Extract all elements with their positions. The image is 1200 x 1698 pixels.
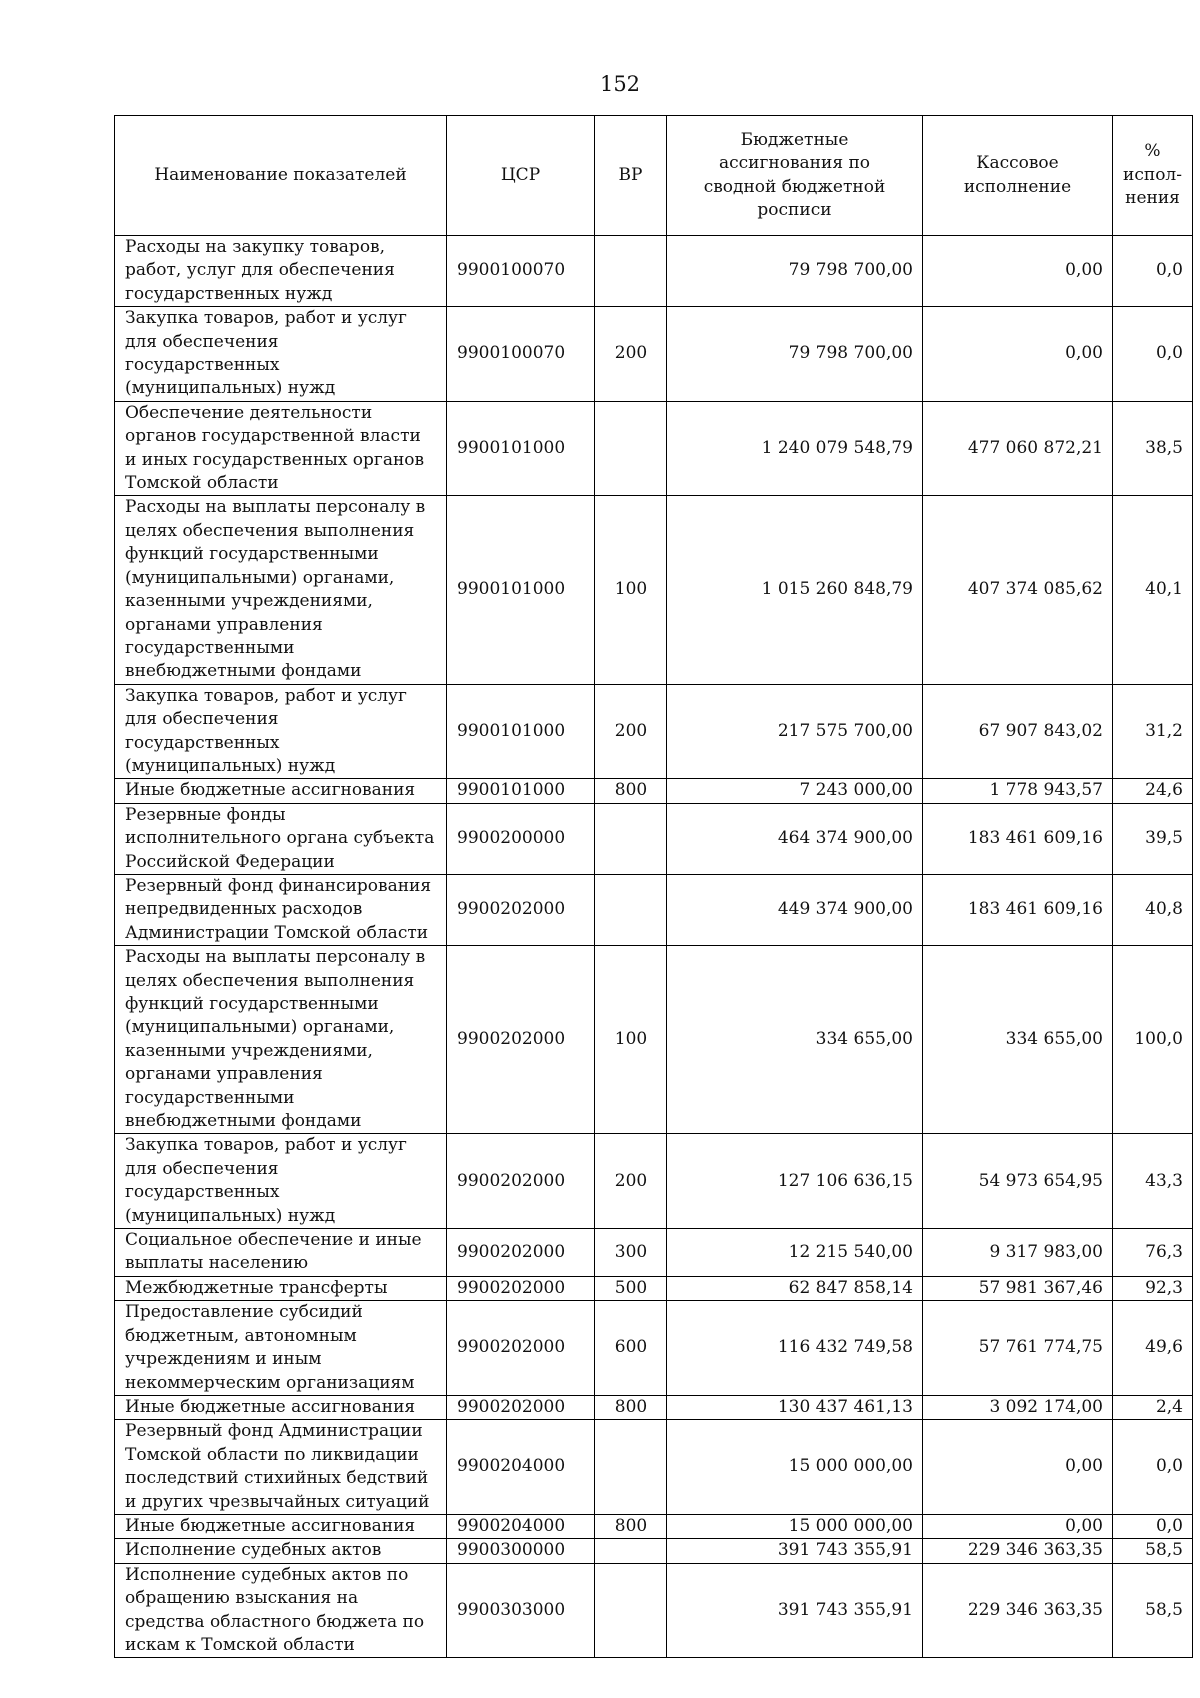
row-allocation-cell: 62 847 858,14: [667, 1276, 923, 1300]
row-execution-cell: 57 761 774,75: [923, 1301, 1113, 1396]
row-csr-cell: 9900101000: [447, 779, 595, 803]
row-vr-cell: [595, 401, 667, 496]
row-vr-cell: 100: [595, 496, 667, 684]
row-allocation-cell: 1 015 260 848,79: [667, 496, 923, 684]
row-percent-cell: 24,6: [1113, 779, 1193, 803]
row-csr-cell: 9900303000: [447, 1563, 595, 1658]
row-percent-cell: 100,0: [1113, 946, 1193, 1134]
row-name-cell: Резервный фонд Администрации Томской области по ликвидации последствий стихийных бедствий и других чрезвычайных ситуаций: [115, 1420, 447, 1515]
row-vr-cell: 300: [595, 1229, 667, 1277]
row-allocation-cell: 1 240 079 548,79: [667, 401, 923, 496]
row-allocation-cell: 130 437 461,13: [667, 1395, 923, 1419]
table-row: [115, 946, 1193, 1134]
row-name-cell: Предоставление субсидий бюджетным, автономным учреждениям и иным некоммерческим организациям: [115, 1301, 447, 1396]
row-vr-cell: 800: [595, 1514, 667, 1538]
row-csr-cell: 9900200000: [447, 803, 595, 874]
row-name-cell: Обеспечение деятельности органов государственной власти и иных государственных органов Томской области: [115, 401, 447, 496]
row-csr-cell: 9900101000: [447, 496, 595, 684]
row-vr-cell: 200: [595, 307, 667, 402]
row-csr-cell: 9900100070: [447, 307, 595, 402]
page-number: 152: [599, 72, 641, 96]
row-execution-cell: 229 346 363,35: [923, 1563, 1113, 1658]
row-percent-cell: 2,4: [1113, 1395, 1193, 1419]
row-name-cell: Резервные фонды исполнительного органа субъекта Российской Федерации: [115, 803, 447, 874]
table-row: [115, 1539, 1193, 1563]
row-allocation-cell: 334 655,00: [667, 946, 923, 1134]
row-vr-cell: 800: [595, 779, 667, 803]
row-allocation-cell: 127 106 636,15: [667, 1134, 923, 1229]
row-vr-cell: 500: [595, 1276, 667, 1300]
header-indicator-name: Наименование показателей: [115, 116, 447, 236]
row-execution-cell: 229 346 363,35: [923, 1539, 1113, 1563]
table-row: [115, 779, 1193, 803]
row-execution-cell: 0,00: [923, 1420, 1113, 1515]
row-execution-cell: 477 060 872,21: [923, 401, 1113, 496]
row-vr-cell: 100: [595, 946, 667, 1134]
row-execution-cell: 1 778 943,57: [923, 779, 1113, 803]
row-percent-cell: 39,5: [1113, 803, 1193, 874]
row-execution-cell: 334 655,00: [923, 946, 1113, 1134]
row-csr-cell: 9900202000: [447, 1301, 595, 1396]
header-vr: ВР: [595, 116, 667, 236]
row-execution-cell: 9 317 983,00: [923, 1229, 1113, 1277]
row-vr-cell: 200: [595, 1134, 667, 1229]
table-row: [115, 1229, 1193, 1277]
row-name-cell: Закупка товаров, работ и услуг для обеспечения государственных (муниципальных) нужд: [115, 307, 447, 402]
row-vr-cell: 600: [595, 1301, 667, 1396]
row-csr-cell: 9900300000: [447, 1539, 595, 1563]
budget-execution-table: [114, 115, 1193, 1658]
row-name-cell: Закупка товаров, работ и услуг для обеспечения государственных (муниципальных) нужд: [115, 684, 447, 779]
row-name-cell: Резервный фонд финансирования непредвиденных расходов Администрации Томской области: [115, 874, 447, 945]
row-csr-cell: 9900100070: [447, 236, 595, 307]
row-csr-cell: 9900101000: [447, 401, 595, 496]
row-vr-cell: [595, 803, 667, 874]
table-row: [115, 496, 1193, 684]
table-row: [115, 874, 1193, 945]
row-percent-cell: 31,2: [1113, 684, 1193, 779]
table-row: [115, 1420, 1193, 1515]
header-cash-execution: Кассовое исполнение: [923, 116, 1113, 236]
row-vr-cell: 800: [595, 1395, 667, 1419]
row-execution-cell: 54 973 654,95: [923, 1134, 1113, 1229]
row-allocation-cell: 391 743 355,91: [667, 1563, 923, 1658]
row-percent-cell: 40,1: [1113, 496, 1193, 684]
row-vr-cell: [595, 1420, 667, 1515]
row-percent-cell: 58,5: [1113, 1563, 1193, 1658]
row-csr-cell: 9900101000: [447, 684, 595, 779]
row-allocation-cell: 79 798 700,00: [667, 236, 923, 307]
table-row: [115, 236, 1193, 307]
row-allocation-cell: 15 000 000,00: [667, 1514, 923, 1538]
row-csr-cell: 9900202000: [447, 874, 595, 945]
row-csr-cell: 9900202000: [447, 1134, 595, 1229]
table-row: [115, 803, 1193, 874]
row-csr-cell: 9900202000: [447, 1395, 595, 1419]
table-header-row: [115, 116, 1193, 236]
row-name-cell: Иные бюджетные ассигнования: [115, 779, 447, 803]
header-csr: ЦСР: [447, 116, 595, 236]
row-execution-cell: 183 461 609,16: [923, 874, 1113, 945]
row-name-cell: Расходы на закупку товаров, работ, услуг для обеспечения государственных нужд: [115, 236, 447, 307]
row-percent-cell: 0,0: [1113, 236, 1193, 307]
row-execution-cell: 407 374 085,62: [923, 496, 1113, 684]
row-name-cell: Иные бюджетные ассигнования: [115, 1395, 447, 1419]
row-name-cell: Иные бюджетные ассигнования: [115, 1514, 447, 1538]
row-percent-cell: 76,3: [1113, 1229, 1193, 1277]
table-row: [115, 1395, 1193, 1419]
table-row: [115, 307, 1193, 402]
row-percent-cell: 38,5: [1113, 401, 1193, 496]
row-percent-cell: 0,0: [1113, 1420, 1193, 1515]
row-name-cell: Исполнение судебных актов: [115, 1539, 447, 1563]
row-csr-cell: 9900202000: [447, 946, 595, 1134]
row-vr-cell: 200: [595, 684, 667, 779]
row-name-cell: Исполнение судебных актов по обращению взыскания на средства областного бюджета по искам к Томской области: [115, 1563, 447, 1658]
row-name-cell: Расходы на выплаты персоналу в целях обеспечения выполнения функций государственными (муниципальными) органами, казенными учреждениями, органами управления государственными внебюджетными фондами: [115, 496, 447, 684]
row-allocation-cell: 464 374 900,00: [667, 803, 923, 874]
row-name-cell: Расходы на выплаты персоналу в целях обеспечения выполнения функций государственными (муниципальными) органами, казенными учреждениями, органами управления государственными внебюджетными фондами: [115, 946, 447, 1134]
row-allocation-cell: 12 215 540,00: [667, 1229, 923, 1277]
table-row: [115, 1276, 1193, 1300]
row-vr-cell: [595, 1563, 667, 1658]
row-name-cell: Социальное обеспечение и иные выплаты населению: [115, 1229, 447, 1277]
row-allocation-cell: 449 374 900,00: [667, 874, 923, 945]
table-row: [115, 1514, 1193, 1538]
row-vr-cell: [595, 874, 667, 945]
table-row: [115, 1301, 1193, 1396]
row-allocation-cell: 116 432 749,58: [667, 1301, 923, 1396]
row-csr-cell: 9900204000: [447, 1514, 595, 1538]
row-execution-cell: 67 907 843,02: [923, 684, 1113, 779]
row-allocation-cell: 15 000 000,00: [667, 1420, 923, 1515]
row-allocation-cell: 217 575 700,00: [667, 684, 923, 779]
table-row: [115, 1134, 1193, 1229]
row-vr-cell: [595, 1539, 667, 1563]
table-row: [115, 1563, 1193, 1658]
header-budget-allocation: Бюджетные ассигнования по сводной бюджетной росписи: [667, 116, 923, 236]
table-row: [115, 401, 1193, 496]
row-percent-cell: 0,0: [1113, 1514, 1193, 1538]
row-name-cell: Закупка товаров, работ и услуг для обеспечения государственных (муниципальных) нужд: [115, 1134, 447, 1229]
row-allocation-cell: 7 243 000,00: [667, 779, 923, 803]
row-execution-cell: 3 092 174,00: [923, 1395, 1113, 1419]
row-vr-cell: [595, 236, 667, 307]
row-execution-cell: 0,00: [923, 1514, 1113, 1538]
row-csr-cell: 9900202000: [447, 1229, 595, 1277]
row-csr-cell: 9900202000: [447, 1276, 595, 1300]
row-name-cell: Межбюджетные трансферты: [115, 1276, 447, 1300]
table-body: [115, 236, 1193, 1658]
row-execution-cell: 0,00: [923, 307, 1113, 402]
row-percent-cell: 40,8: [1113, 874, 1193, 945]
row-percent-cell: 49,6: [1113, 1301, 1193, 1396]
row-execution-cell: 183 461 609,16: [923, 803, 1113, 874]
table-row: [115, 684, 1193, 779]
row-percent-cell: 43,3: [1113, 1134, 1193, 1229]
row-execution-cell: 57 981 367,46: [923, 1276, 1113, 1300]
row-csr-cell: 9900204000: [447, 1420, 595, 1515]
row-percent-cell: 0,0: [1113, 307, 1193, 402]
row-allocation-cell: 79 798 700,00: [667, 307, 923, 402]
header-execution-percent: % испол-нения: [1113, 116, 1193, 236]
row-percent-cell: 92,3: [1113, 1276, 1193, 1300]
row-allocation-cell: 391 743 355,91: [667, 1539, 923, 1563]
row-percent-cell: 58,5: [1113, 1539, 1193, 1563]
row-execution-cell: 0,00: [923, 236, 1113, 307]
